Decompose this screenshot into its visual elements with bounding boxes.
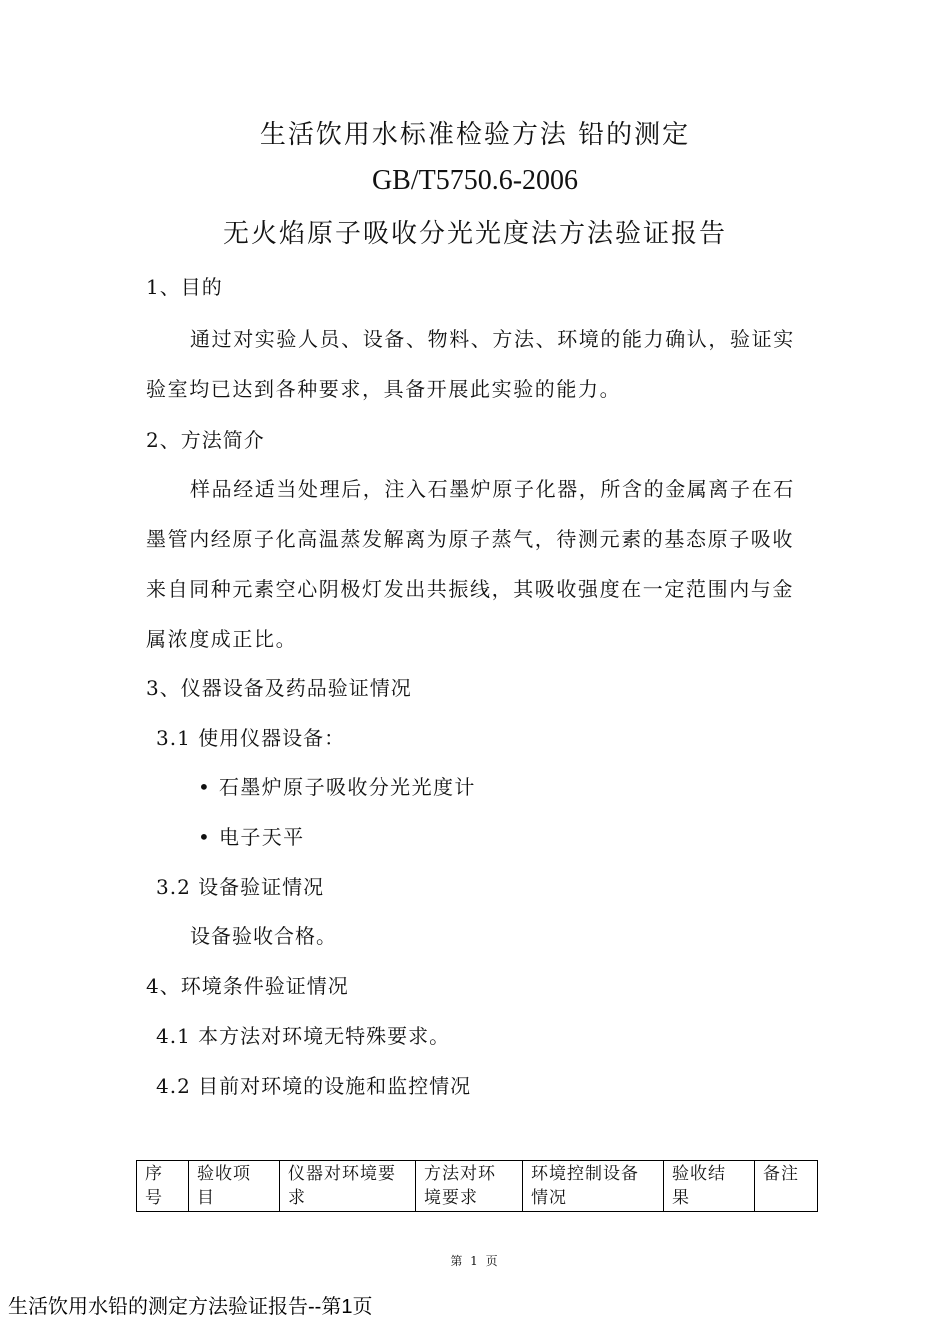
section2-para-line: 来自同种元素空心阴极灯发出共振线，其吸收强度在一定范围内与金: [146, 577, 794, 601]
doc-title-line1: 生活饮用水标准检验方法 铅的测定: [259, 120, 691, 150]
section4-2-text: 4.2 目前对环境的设施和监控情况: [156, 1074, 472, 1098]
table-header-cell: 仪器对环境要 求: [280, 1161, 416, 1212]
section2-para-line: 样品经适当处理后，注入石墨炉原子化器，所含的金属离子在石: [190, 477, 795, 501]
bullet-icon: •: [198, 775, 212, 799]
table-header-cell: 验收项 目: [189, 1161, 280, 1212]
section3-heading: 3、仪器设备及药品验证情况: [146, 676, 412, 700]
section3-2-text: 设备验收合格。: [190, 924, 337, 948]
section2-para-line: 属浓度成正比。: [146, 627, 298, 651]
section4-heading: 4、环境条件验证情况: [146, 974, 349, 998]
section1-heading: 1、目的: [146, 275, 223, 299]
table-header-cell: 备注: [755, 1161, 818, 1212]
section4-1-text: 4.1 本方法对环境无特殊要求。: [156, 1024, 451, 1048]
section2-para-line: 墨管内经原子化高温蒸发解离为原子蒸气，待测元素的基态原子吸收: [146, 527, 794, 551]
page-number: 第 1 页: [450, 1254, 500, 1268]
instrument-name: 电子天平: [218, 825, 305, 849]
section1-para-line: 验室均已达到各种要求，具备开展此实验的能力。: [146, 377, 622, 401]
table-header-cell: 验收结 果: [664, 1161, 755, 1212]
table-header-cell: 序 号: [137, 1161, 189, 1212]
section3-2-heading: 3.2 设备验证情况: [156, 875, 325, 899]
table-header-cell: 环境控制设备 情况: [523, 1161, 664, 1212]
acceptance-table: [136, 1160, 818, 1212]
section1-para-line: 通过对实验人员、设备、物料、方法、环境的能力确认，验证实: [190, 327, 795, 351]
instrument-name: 石墨炉原子吸收分光光度计: [218, 775, 476, 799]
bullet-icon: •: [198, 825, 212, 849]
section2-heading: 2、方法简介: [146, 428, 265, 452]
doc-standard-code: GB/T5750.6-2006: [371, 165, 579, 196]
instrument-list-item: [198, 821, 305, 850]
instrument-list-item: [198, 771, 476, 800]
footer-caption: 生活饮用水铅的测定方法验证报告--第1页: [8, 1296, 373, 1318]
table-header-row: [137, 1161, 818, 1212]
table-header-cell: 方法对环 境要求: [416, 1161, 523, 1212]
doc-title-line3: 无火焰原子吸收分光光度法方法验证报告: [222, 219, 727, 249]
section3-1-heading: 3.1 使用仪器设备：: [156, 726, 346, 750]
